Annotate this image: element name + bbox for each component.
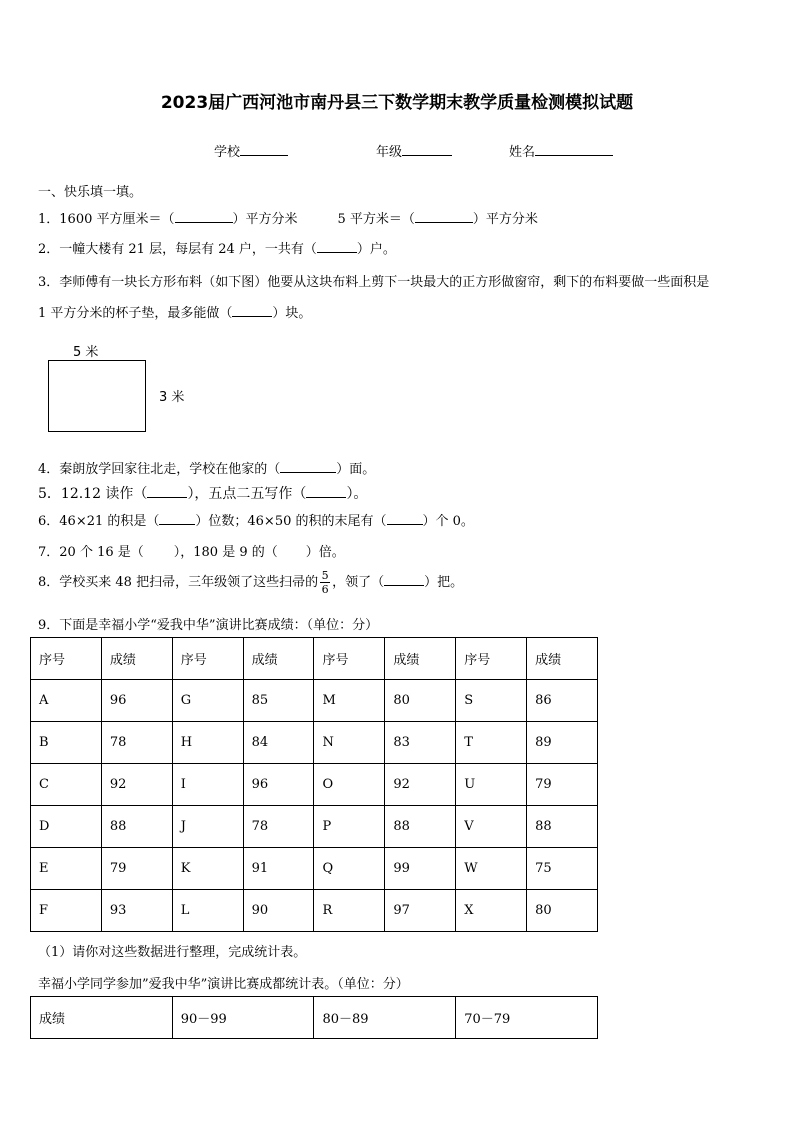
table-header-cell: 成绩 xyxy=(527,638,598,680)
table-cell: 99 xyxy=(385,848,456,890)
q1-blank-b[interactable] xyxy=(415,209,473,223)
question-8 xyxy=(38,569,463,596)
question-3-line1: 3．李师傅有一块长方形布料（如下图）他要从这块布料上剪下一块最大的正方形做窗帘，剩下的布料要做一些面积是 xyxy=(38,275,710,290)
name-label: 姓名 xyxy=(509,145,536,160)
fraction-numerator: 5 xyxy=(321,569,329,582)
table-header-row xyxy=(31,638,598,680)
table-cell: 75 xyxy=(527,848,598,890)
section-heading: 一、快乐填一填。 xyxy=(38,185,143,200)
table-cell: 79 xyxy=(101,848,172,890)
table-cell: I xyxy=(172,764,243,806)
grade-blank[interactable] xyxy=(402,142,452,156)
table-cell: 91 xyxy=(243,848,314,890)
grade-label: 年级 xyxy=(376,145,403,160)
table-cell: E xyxy=(31,848,102,890)
table-row xyxy=(31,848,598,890)
q5-end: ）。 xyxy=(346,486,368,502)
table-header-cell: 序号 xyxy=(314,638,385,680)
table-cell: S xyxy=(456,680,527,722)
table-cell: 96 xyxy=(101,680,172,722)
table-cell: 88 xyxy=(101,806,172,848)
table-cell: 80 xyxy=(385,680,456,722)
fraction xyxy=(320,569,330,596)
table-cell: Q xyxy=(314,848,385,890)
table-row xyxy=(31,890,598,932)
table-cell: 89 xyxy=(527,722,598,764)
table-cell: 88 xyxy=(385,806,456,848)
table-cell: G xyxy=(172,680,243,722)
table-cell: 92 xyxy=(385,764,456,806)
q4-blank[interactable] xyxy=(280,459,336,473)
q3-end: ）块。 xyxy=(272,306,312,321)
score-table xyxy=(30,637,598,932)
table-header-cell: 序号 xyxy=(31,638,102,680)
question-9: 9．下面是幸福小学“爱我中华”演讲比赛成绩：（单位：分） xyxy=(38,618,379,633)
q1-blank-a[interactable] xyxy=(175,209,233,223)
table-cell: L xyxy=(172,890,243,932)
table-row xyxy=(31,680,598,722)
q5-blank-b[interactable] xyxy=(306,484,346,498)
table-cell: R xyxy=(314,890,385,932)
q1-part-a: 1．1600 平方厘米＝（ xyxy=(38,212,175,227)
table-cell: 90－99 xyxy=(172,997,314,1039)
q6-blank-a[interactable] xyxy=(159,511,195,525)
table-cell: O xyxy=(314,764,385,806)
table-cell: 86 xyxy=(527,680,598,722)
figure-side-label: 3 米 xyxy=(159,390,185,405)
question-3-line2 xyxy=(38,302,311,321)
q5-mid: ），五点二五写作（ xyxy=(187,486,307,502)
table-cell: H xyxy=(172,722,243,764)
q5-text: 5．12.12 读作（ xyxy=(38,486,148,502)
q1-part-a-end: ）平方分米 xyxy=(232,212,298,227)
q1-part-b: 5 平方米＝（ xyxy=(337,212,415,227)
table-row xyxy=(31,722,598,764)
table-cell: 97 xyxy=(385,890,456,932)
q2-text: 2．一幢大楼有 21 层，每层有 24 户，一共有（ xyxy=(38,242,317,257)
q2-end: ）户。 xyxy=(356,242,396,257)
question-4 xyxy=(38,458,375,477)
table-cell: U xyxy=(456,764,527,806)
table-cell: 92 xyxy=(101,764,172,806)
page-title: 2023届广西河池市南丹县三下数学期末教学质量检测模拟试题 xyxy=(160,93,634,113)
school-blank[interactable] xyxy=(240,142,288,156)
figure-top-label: 5 米 xyxy=(73,345,99,360)
fraction-denominator: 6 xyxy=(321,583,329,596)
table-cell: 90 xyxy=(243,890,314,932)
table-cell: W xyxy=(456,848,527,890)
table-row xyxy=(31,997,598,1039)
name-field xyxy=(509,141,613,160)
table-cell: X xyxy=(456,890,527,932)
q6-mid: ）位数；46×50 的积的末尾有（ xyxy=(195,514,387,529)
question-7 xyxy=(38,541,345,560)
table-header-cell: 成绩 xyxy=(101,638,172,680)
q6-text: 6．46×21 的积是（ xyxy=(38,514,160,529)
grade-field xyxy=(376,141,452,160)
table-cell: 80－89 xyxy=(314,997,456,1039)
question-2 xyxy=(38,238,396,257)
sub-question-1: （1）请你对这些数据进行整理，完成统计表。 xyxy=(38,945,307,960)
table-cell: 85 xyxy=(243,680,314,722)
question-5 xyxy=(38,483,367,503)
q3-text: 1 平方分米的杯子垫，最多能做（ xyxy=(38,306,233,321)
table-cell: 78 xyxy=(101,722,172,764)
table-header-cell: 序号 xyxy=(172,638,243,680)
table-cell: N xyxy=(314,722,385,764)
table-cell: V xyxy=(456,806,527,848)
table-cell: A xyxy=(31,680,102,722)
table-cell: F xyxy=(31,890,102,932)
question-6 xyxy=(38,510,474,529)
q6-end: ）个 0。 xyxy=(422,514,474,529)
table-cell: 80 xyxy=(527,890,598,932)
q8-mid: ，领了（ xyxy=(332,575,385,590)
table-cell: 成绩 xyxy=(31,997,173,1039)
table-cell: 84 xyxy=(243,722,314,764)
q3-blank[interactable] xyxy=(232,303,272,317)
table-cell: 78 xyxy=(243,806,314,848)
table-cell: B xyxy=(31,722,102,764)
table-cell: 79 xyxy=(527,764,598,806)
table-cell: P xyxy=(314,806,385,848)
q7-end: ）倍。 xyxy=(305,545,345,560)
q8-text: 8．学校买来 48 把扫帚，三年级领了这些扫帚的 xyxy=(38,575,319,590)
q4-end: ）面。 xyxy=(336,462,376,477)
table-header-cell: 成绩 xyxy=(243,638,314,680)
q5-blank-a[interactable] xyxy=(147,484,187,498)
name-blank[interactable] xyxy=(535,142,613,156)
q8-end: ）把。 xyxy=(424,575,464,590)
table-cell: 83 xyxy=(385,722,456,764)
stat-table xyxy=(30,996,598,1039)
table-row xyxy=(31,806,598,848)
table-cell: C xyxy=(31,764,102,806)
table-cell: K xyxy=(172,848,243,890)
school-label: 学校 xyxy=(214,145,241,160)
table-row xyxy=(31,764,598,806)
table-cell: T xyxy=(456,722,527,764)
q1-part-b-end: ）平方分米 xyxy=(472,212,538,227)
table-cell: 96 xyxy=(243,764,314,806)
q7-mid: ），180 是 9 的（ xyxy=(173,545,278,560)
table-cell: 70－79 xyxy=(456,997,598,1039)
table-cell: M xyxy=(314,680,385,722)
q8-blank[interactable] xyxy=(384,572,424,586)
q7-text: 7．20 个 16 是（ xyxy=(38,545,144,560)
table-cell: 88 xyxy=(527,806,598,848)
table-header-cell: 序号 xyxy=(456,638,527,680)
q4-text: 4．秦朗放学回家往北走，学校在他家的（ xyxy=(38,462,281,477)
table-cell: 93 xyxy=(101,890,172,932)
table-header-cell: 成绩 xyxy=(385,638,456,680)
q6-blank-b[interactable] xyxy=(387,511,423,525)
question-1 xyxy=(38,208,538,227)
table-cell: J xyxy=(172,806,243,848)
table-cell: D xyxy=(31,806,102,848)
stat-table-title: 幸福小学同学参加”爱我中华”演讲比赛成都统计表。（单位：分） xyxy=(38,977,409,992)
rectangle-figure xyxy=(48,360,146,432)
q2-blank[interactable] xyxy=(317,239,357,253)
info-line xyxy=(214,141,288,160)
